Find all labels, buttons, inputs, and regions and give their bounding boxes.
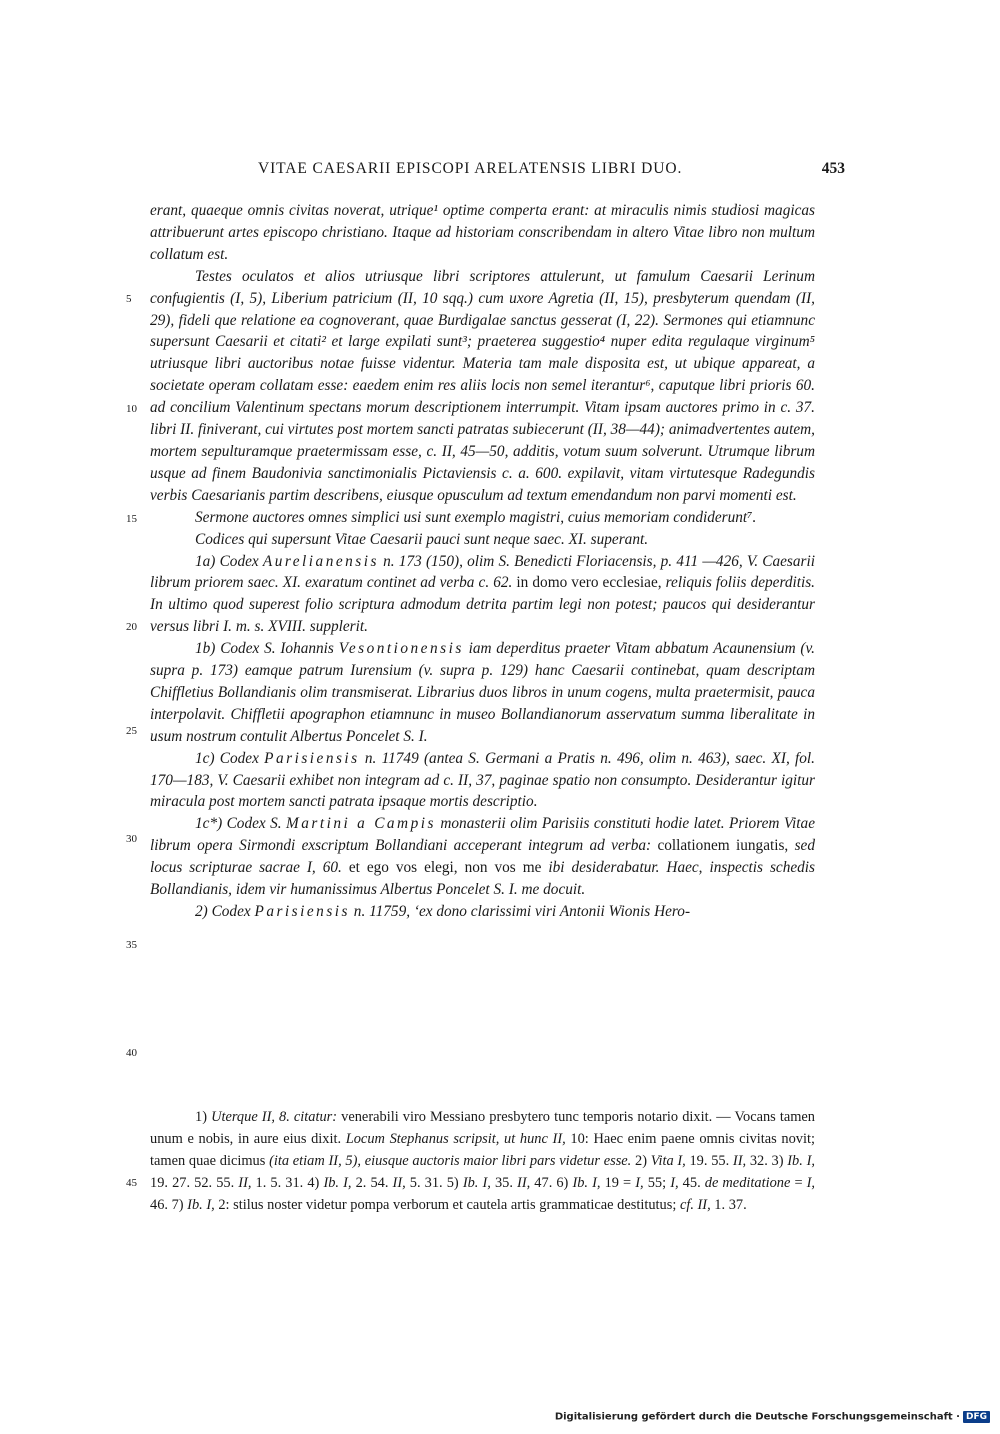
codex-name: Vesontionensis <box>338 640 464 658</box>
page-number: 453 <box>821 160 845 177</box>
line-number: 30 <box>126 833 137 845</box>
line-number: 10 <box>126 403 137 415</box>
footnotes <box>150 1106 815 1216</box>
paragraph: Testes oculatos et alios utriusque libri scriptores attulerunt, ut famulum Caesarii Lerinum confugientis (I, 5), Liberium patricium (II, 10 sqq.) cum uxore Agretia (II, 15), presbyterum quendam (II, 29), fideli que relatione ea cognoverant, quae Burdigalae sanctus gesserat (I, 22). Sermones qui etiamnunc supersunt Caesarii et citati² et large expilati sunt³; praeterea suggestio⁴ nuper edita regulaque virginum⁵ utriusque libri auctoribus notae fuisse videntur. Materia tam male disposita est, ut ubique appareat, a societate operam collatam esse: eaedem enim res aliis locis non semel iterantur⁶, caputque libri prioris 60. ad concilium Valentinum spectans morum descriptionem interrumpit. Vitam ipsam auctores primo in c. 37. libri II. finiverant, cui virtutes post mortem sancti patratas subiecerunt (II, 38—44); animadvertentes autem, mortem sepulturamque praetermissam esse, c. II, 45—50, additis, votum suum solverunt. Utrumque librum usque ad finem Baudonivia sanctimonialis Pictaviensis c. a. 600. expilavit, vitam virtutesque Radegundis verbis Caesarianis partim describens, eiusque opusculum ad textum emendandum non parvi momenti est. <box>150 267 815 504</box>
footnote-block: 1) Uterque II, 8. citatur: venerabili viro Messiano presbytero tunc temporis notario dixit. — Vocans tamen unum e nobis, in aure eius dixit. Locum Stephanus scripsit, ut hunc II, 10: Haec enim paene omnis civitas novit; tamen quae dicimus (ita etiam II, 5), eiusque auctoris maior libri pars videtur esse. 2) Vita I, 19. 55. II, 32. 3) Ib. I, 19. 27. 52. 55. II, 1. 5. 31. 4) Ib. I, 2. 54. II, 5. 31. 5) Ib. I, 35. II, 47. 6) Ib. I, 19 = I, 55; I, 45. de meditatione = I, 46. 7) Ib. I, 2: stilus noster videtur pompa verborum et cautela artis grammaticae destitutus; cf. II, 1. 37. <box>150 1109 816 1213</box>
line-number: 5 <box>126 293 132 305</box>
digitization-credit <box>555 1411 990 1423</box>
paragraph: 1a) Codex Aurelianensis n. 173 (150), olim S. Benedicti Floriacensis, p. 411 —426, V. Caesarii librum priorem saec. XI. exaratum continet ad verba c. 62. in domo vero ecclesiae, reliquis foliis deperditis. In ultimo quod superest folio scriptura admodum detrita partim legi non potest; paucos qui desiderantur versus libri I. m. s. XVIII. supplerit. <box>150 552 816 636</box>
line-number: 25 <box>126 725 137 737</box>
paragraph: Codices qui supersunt Vitae Caesarii pauci sunt neque saec. XI. superant. <box>195 530 649 548</box>
running-header <box>150 160 845 184</box>
credit-text: Digitalisierung gefördert durch die Deutsche Forschungsgemeinschaft · <box>554 1411 960 1423</box>
codex-name: Parisiensis <box>254 903 350 920</box>
running-title: VITAE CAESARII EPISCOPI ARELATENSIS LIBRI DUO. <box>258 160 683 177</box>
paragraph: 1c) Codex Parisiensis n. 11749 (antea S. Germani a Pratis n. 496, olim n. 463), saec. XI, fol. 170—183, V. Caesarii exhibet non integram ad c. II, 37, paginae spatio non consumpto. Desiderantur igitur miracula post mortem sancti patrata ipsaque mortis descriptio. <box>150 749 816 811</box>
codex-name: Aurelianensis <box>262 552 379 570</box>
codex-name: Martini a Campis <box>285 815 436 833</box>
line-number: 40 <box>126 1047 137 1059</box>
paragraph: 1b) Codex S. Iohannis Vesontionensis iam deperditus praeter Vitam abbatum Acaunensium (v. supra p. 173) eamque patrum Iurensium (v. supra p. 129) hanc Caesarii continebat, quam descriptam Chiffletius Bollandianis olim transmiserat. Librarius duos libros in unum cogens, multa praetermisit, pauca interpolavit. Chiffletii apographon etiamnunc in museo Bollandianorum asservatum summa liberalitate in usum nostrum contulit Albertus Poncelet S. I. <box>150 640 815 745</box>
main-text <box>150 200 815 923</box>
paragraph: 2) Codex Parisiensis n. 11759, ‘ex dono clarissimi viri Antonii Wionis Hero- <box>195 903 691 920</box>
codex-name: Parisiensis <box>264 749 360 767</box>
line-number: 35 <box>126 939 137 951</box>
line-number: 45 <box>126 1177 137 1189</box>
line-number: 20 <box>126 621 137 633</box>
paragraph: Sermone auctores omnes simplici usi sunt exemplo magistri, cuius memoriam condiderunt⁷. <box>195 508 757 526</box>
dfg-logo-icon: DFG <box>963 1411 990 1423</box>
line-number: 15 <box>126 513 137 525</box>
paragraph: erant, quaeque omnis civitas noverat, utrique¹ optime comperta erant: at miraculis nimis studiosi magicas attribuerunt artes episcopo christiano. Itaque ad historiam conscribendam in altero Vitae libro non multum collatum est. <box>150 202 815 263</box>
paragraph: 1c*) Codex S. Martini a Campis monasterii olim Parisiis constituti hodie latet. Priorem Vitae librum opera Sirmondi exscriptum Bollandiani acceperant integrum ad verba: collationem iungatis, sed locus scripturae sacrae I, 60. et ego vos elegi, non vos me ibi desiderabatur. Haec, inspectis schedis Bollandianis, idem vir humanissimus Albertus Poncelet S. I. me docuit. <box>150 815 815 899</box>
